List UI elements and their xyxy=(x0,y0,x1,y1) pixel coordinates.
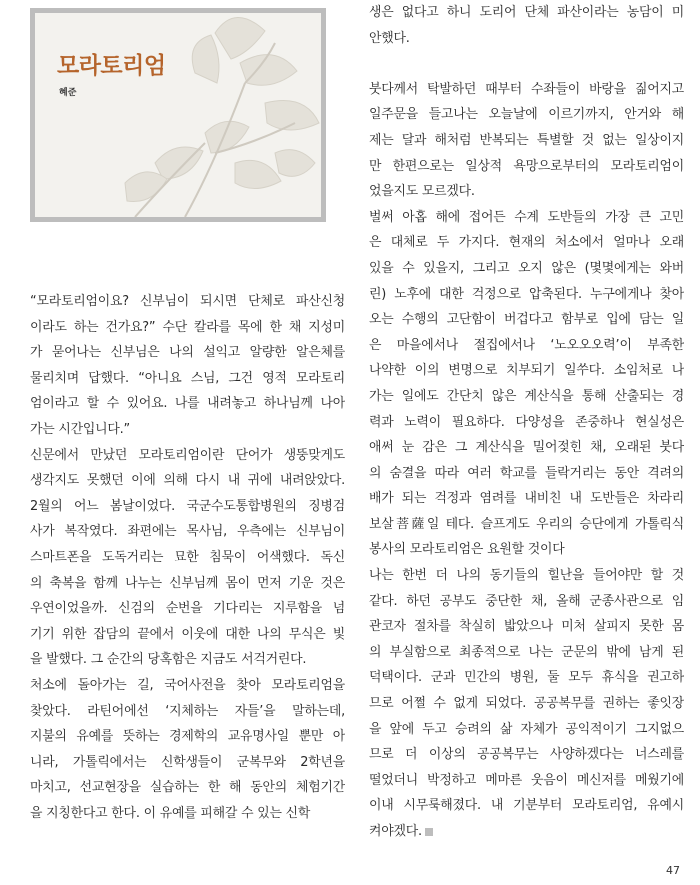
page-number: 47 xyxy=(666,864,680,877)
text-line: 스마트폰을 도독거리는 묘한 침묵이 어색했다. 독신 xyxy=(30,549,345,565)
text-line: 을 앞에 두고 승려의 삶 자체가 공익적이기 그지없으 xyxy=(369,721,684,737)
text-line: 찾았다. 라틴어에선 ‘지체하는 자들’을 말하는데, xyxy=(30,703,345,719)
text-line: 은 마을에서나 절집에서나 ‘노오오오력’이 부족한 xyxy=(369,337,684,353)
text-line: 이내 시무룩해졌다. 내 기분부터 모라토리엄, 유예시 xyxy=(369,798,684,814)
text-line: 생은 없다고 하니 도리어 단체 파산이라는 농담이 미 xyxy=(369,5,684,20)
text-line: 의 숨결을 따라 여러 학교를 들락거리는 동안 격려의 xyxy=(369,465,684,481)
text-line: 배가 되는 걱정과 염려를 내비친 내 도반들은 차라리 xyxy=(369,491,684,507)
text-line: 붓다께서 탁발하던 때부터 수좌들이 바랑을 짊어지고 xyxy=(369,81,684,97)
text-line: 의 축복을 함께 나누는 신부님께 몸이 먼저 기운 것은 xyxy=(30,575,345,591)
title-box xyxy=(30,8,326,222)
text-line: 나약한 이의 변명으로 치부되기 일쑤다. 소임처로 나 xyxy=(369,363,684,379)
text-line: 므로 어쩔 수 없게 되었다. 공공복무를 권하는 좋잇장 xyxy=(369,696,684,712)
text-line: 마치고, 선교현장을 실습하는 한 해 동안의 체험기간 xyxy=(30,780,345,796)
text-line: 물리치며 답했다. “아니요 스님, 그건 영적 모라토리 xyxy=(30,370,345,386)
end-square-icon xyxy=(425,828,433,836)
text-line: 은 대체로 두 가지다. 현재의 처소에서 얼마나 오래 xyxy=(369,235,684,251)
text-line: 사가 복작였다. 좌편에는 목사님, 우측에는 신부님이 xyxy=(30,524,345,540)
text-line: 처소에 돌아가는 길, 국어사전을 찾아 모라토리엄을 xyxy=(30,677,345,693)
text-line: 덕택이다. 군과 민간의 병원, 둘 모두 휴식을 권고하 xyxy=(369,670,684,686)
text-line: 제는 달과 해처럼 반복되는 특별할 것 없는 일상이지 xyxy=(369,132,684,148)
article-title: 모라토리엄 xyxy=(57,53,166,79)
text-line: 엄이라고 할 수 있어요. 나를 내려놓고 하나님께 나아 xyxy=(30,396,345,412)
paragraph-gap xyxy=(369,51,684,77)
text-line: 이라도 하는 건가요?” 수단 칼라를 목에 한 채 지성미 xyxy=(30,319,345,335)
text-line: 만 한편으로는 일상적 욕망으로부터의 모라토리엄이 xyxy=(369,158,684,174)
text-line: 켜야겠다. xyxy=(369,819,684,845)
text-line: 있을 수 있을지, 그리고 오지 않은 (몇몇에게는 와버 xyxy=(369,260,684,276)
text-line: 니라, 가톨릭에서는 신학생들이 군복무와 2학년을 xyxy=(30,754,345,770)
text-line: 일주문을 들고나는 오늘날에 이르기까지, 안거와 해 xyxy=(369,107,684,123)
text-line: 을 지칭한다고 한다. 이 유예를 피해갈 수 있는 신학 xyxy=(30,805,311,821)
text-line: 보살菩薩일 테다. 슬프게도 우리의 승단에게 가톨릭식 xyxy=(369,516,684,532)
text-line: 었을지도 모르겠다. xyxy=(369,184,475,200)
text-line: 오는 수행의 고단함이 버겁다고 함부로 입에 담는 일 xyxy=(369,312,684,328)
right-column xyxy=(369,0,684,845)
text-line: 을 발했다. 그 순간의 당혹함은 지금도 서걱거린다. xyxy=(30,652,307,668)
text-line: 가 묻어나는 신부님은 나의 설익고 알량한 알은체를 xyxy=(30,345,345,361)
text-line: 가는 시간입니다.” xyxy=(30,421,131,437)
left-column xyxy=(30,289,345,826)
magnolia-flowers-illustration xyxy=(35,13,321,217)
text-line: 안했다. xyxy=(369,30,410,46)
author-name: 혜준 xyxy=(59,88,77,98)
text-line: 봉사의 모라토리엄은 요원할 것이다 xyxy=(369,542,565,558)
text-line: 같다. 하던 공부도 중단한 채, 올해 군종사관으로 임 xyxy=(369,593,684,609)
text-line: 벌써 아홉 해에 접어든 수계 도반들의 가장 큰 고민 xyxy=(369,209,684,225)
text-line: 떨었더니 박정하고 메마른 웃음이 메신저를 메웠기에 xyxy=(369,772,684,788)
text-line: 우연이었을까. 신검의 순번을 기다리는 지루함을 넘 xyxy=(30,601,345,617)
text-line: 애써 눈 감은 그 계산식을 밀어젖힌 채, 오래된 붓다 xyxy=(369,440,684,456)
text-line: 가는 일에도 간단치 않은 계산식을 통해 산출되는 경 xyxy=(369,388,684,404)
text-line: 린) 노후에 대한 걱정으로 압축된다. 누구에게나 찾아 xyxy=(369,286,684,302)
text-line: 지불의 유예를 뜻하는 경제학의 교유명사일 뿐만 아 xyxy=(30,729,345,745)
text-line: 생각지도 못했던 이에 의해 다시 내 귀에 내려앉았다. xyxy=(30,473,345,489)
text-line: 력과 노력이 필요하다. 다양성을 존중하나 현실성은 xyxy=(369,414,684,430)
text-line: 므로 더 이상의 공공복무는 사양하겠다는 너스레를 xyxy=(369,747,684,763)
text-line: 관코자 절차를 착실히 밟았으나 미처 살피지 못한 몸 xyxy=(369,619,684,635)
text-line: 신문에서 만났던 모라토리엄이란 단어가 생뚱맞게도 xyxy=(30,447,345,463)
text-line: 2월의 어느 봄날이었다. 국군수도통합병원의 징병검 xyxy=(30,498,345,514)
text-line: 기기 위한 잡담의 끝에서 이웃에 대한 나의 무식은 빛 xyxy=(30,626,345,642)
text-line: “모라토리엄이요? 신부님이 되시면 단체로 파산신청 xyxy=(30,294,345,309)
text-line: 의 부실함으로 최종적으로 나는 군문의 밖에 남게 된 xyxy=(369,644,684,660)
text-line: 나는 한번 더 나의 동기들의 힐난을 들어야만 할 것 xyxy=(369,568,684,584)
